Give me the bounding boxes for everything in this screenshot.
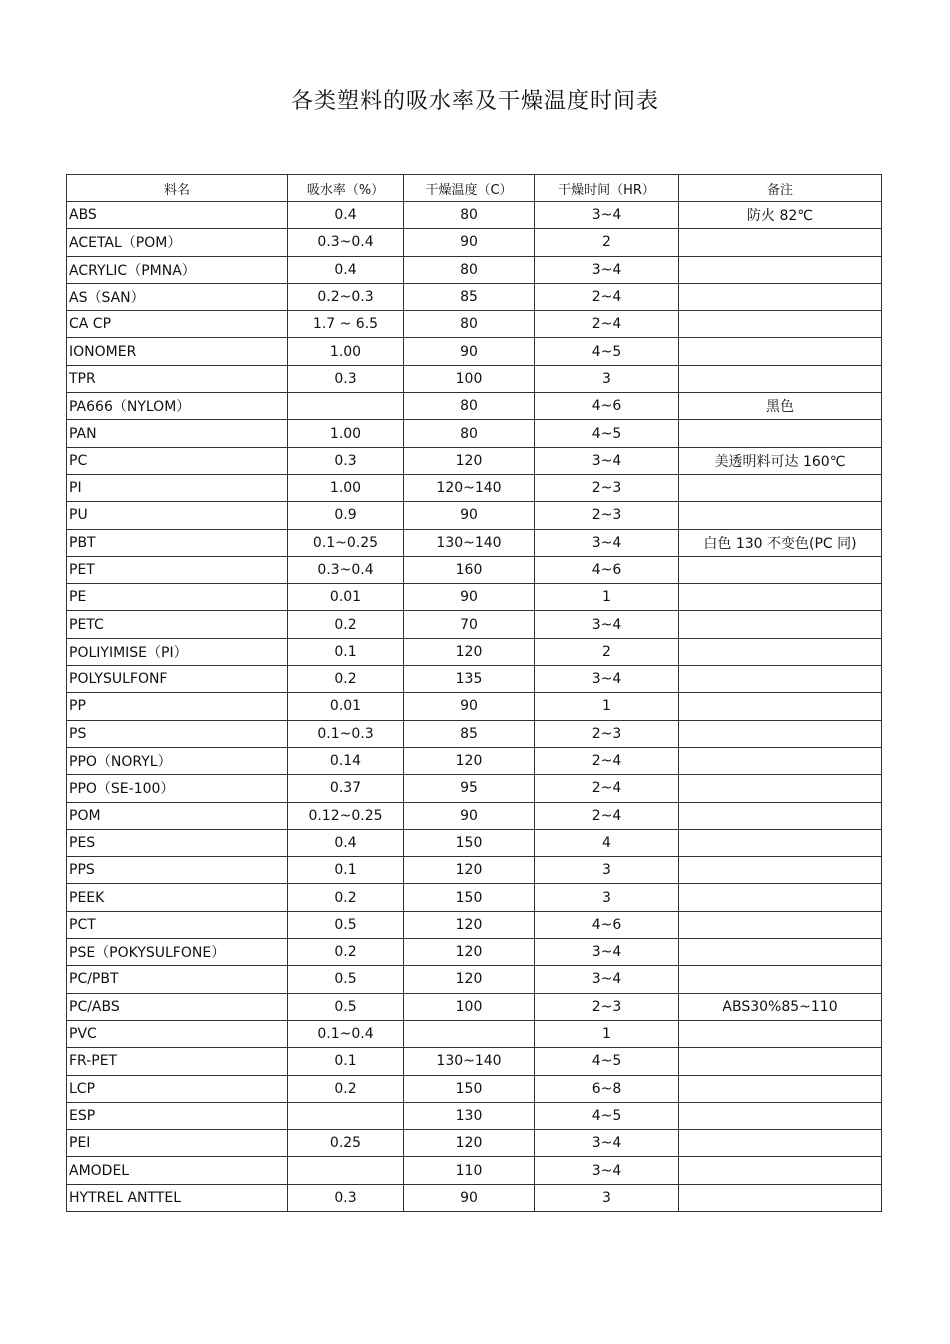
- remarks-cell: 防火 82℃: [679, 202, 882, 229]
- table-row: [67, 420, 882, 447]
- table-row: [67, 474, 882, 501]
- table-row: [67, 747, 882, 774]
- water-absorption-cell: [288, 1102, 404, 1129]
- water-absorption-cell: 0.2~0.3: [288, 283, 404, 310]
- water-absorption-cell: 0.1: [288, 857, 404, 884]
- table-body: [67, 202, 882, 1212]
- material-name-cell: AS（SAN）: [67, 283, 288, 310]
- drying-time-cell: 3: [535, 857, 679, 884]
- drying-time-cell: 2~3: [535, 502, 679, 529]
- drying-temperature-cell: 120: [404, 447, 535, 474]
- drying-time-cell: 4~5: [535, 338, 679, 365]
- water-absorption-cell: 0.2: [288, 884, 404, 911]
- drying-temperature-cell: 120~140: [404, 474, 535, 501]
- drying-time-cell: 3~4: [535, 1157, 679, 1184]
- drying-time-cell: 3~4: [535, 611, 679, 638]
- water-absorption-cell: [288, 1157, 404, 1184]
- table-row: [67, 1020, 882, 1047]
- material-name-cell: PC/ABS: [67, 993, 288, 1020]
- drying-temperature-cell: 90: [404, 502, 535, 529]
- material-name-cell: PVC: [67, 1020, 288, 1047]
- water-absorption-cell: 0.14: [288, 747, 404, 774]
- remarks-cell: [679, 884, 882, 911]
- water-absorption-cell: 0.1: [288, 638, 404, 665]
- remarks-cell: [679, 1020, 882, 1047]
- remarks-cell: [679, 502, 882, 529]
- remarks-cell: [679, 939, 882, 966]
- table-row: [67, 502, 882, 529]
- drying-time-cell: 2~4: [535, 283, 679, 310]
- drying-temperature-cell: 100: [404, 365, 535, 392]
- drying-temperature-cell: 80: [404, 393, 535, 420]
- drying-time-cell: 2~4: [535, 747, 679, 774]
- water-absorption-cell: 0.12~0.25: [288, 802, 404, 829]
- remarks-cell: [679, 1048, 882, 1075]
- material-name-cell: ACRYLIC（PMNA）: [67, 256, 288, 283]
- remarks-cell: [679, 1157, 882, 1184]
- water-absorption-cell: 0.2: [288, 611, 404, 638]
- header-remarks: 备注: [679, 175, 882, 202]
- table-row: [67, 775, 882, 802]
- water-absorption-cell: 0.1~0.4: [288, 1020, 404, 1047]
- remarks-cell: [679, 720, 882, 747]
- table-row: [67, 1184, 882, 1211]
- remarks-cell: [679, 693, 882, 720]
- remarks-cell: [679, 857, 882, 884]
- remarks-cell: [679, 311, 882, 338]
- remarks-cell: [679, 256, 882, 283]
- table-row: [67, 393, 882, 420]
- remarks-cell: [679, 474, 882, 501]
- drying-temperature-cell: 130: [404, 1102, 535, 1129]
- drying-time-cell: 3: [535, 365, 679, 392]
- water-absorption-cell: 0.5: [288, 966, 404, 993]
- remarks-cell: [679, 1075, 882, 1102]
- drying-temperature-cell: 90: [404, 1184, 535, 1211]
- material-name-cell: PES: [67, 829, 288, 856]
- header-drying-temperature: 干燥温度（C）: [404, 175, 535, 202]
- table-row: [67, 857, 882, 884]
- drying-time-cell: 3~4: [535, 529, 679, 556]
- drying-time-cell: 1: [535, 584, 679, 611]
- remarks-cell: [679, 1184, 882, 1211]
- remarks-cell: [679, 1130, 882, 1157]
- drying-time-cell: 4~6: [535, 911, 679, 938]
- material-name-cell: PPO（SE-100）: [67, 775, 288, 802]
- table-row: [67, 993, 882, 1020]
- material-name-cell: PET: [67, 556, 288, 583]
- drying-temperature-cell: 90: [404, 802, 535, 829]
- header-material-name: 料名: [67, 175, 288, 202]
- table-row: [67, 638, 882, 665]
- drying-time-cell: 1: [535, 1020, 679, 1047]
- remarks-cell: [679, 229, 882, 256]
- drying-temperature-cell: 85: [404, 720, 535, 747]
- remarks-cell: [679, 966, 882, 993]
- remarks-cell: [679, 802, 882, 829]
- water-absorption-cell: 0.1: [288, 1048, 404, 1075]
- table-row: [67, 365, 882, 392]
- water-absorption-cell: [288, 393, 404, 420]
- drying-temperature-cell: 70: [404, 611, 535, 638]
- drying-temperature-cell: 120: [404, 638, 535, 665]
- drying-temperature-cell: 120: [404, 1130, 535, 1157]
- water-absorption-cell: 0.5: [288, 993, 404, 1020]
- material-name-cell: PC/PBT: [67, 966, 288, 993]
- table-row: [67, 202, 882, 229]
- remarks-cell: [679, 556, 882, 583]
- drying-temperature-cell: 120: [404, 747, 535, 774]
- table-row: [67, 966, 882, 993]
- table-row: [67, 720, 882, 747]
- material-name-cell: LCP: [67, 1075, 288, 1102]
- drying-temperature-cell: 135: [404, 666, 535, 693]
- drying-temperature-cell: 80: [404, 202, 535, 229]
- water-absorption-cell: 0.1~0.25: [288, 529, 404, 556]
- drying-time-cell: 4~6: [535, 393, 679, 420]
- drying-temperature-cell: 85: [404, 283, 535, 310]
- drying-temperature-cell: 80: [404, 420, 535, 447]
- table-row: [67, 611, 882, 638]
- remarks-cell: [679, 584, 882, 611]
- material-name-cell: PS: [67, 720, 288, 747]
- drying-temperature-cell: 80: [404, 311, 535, 338]
- table-row: [67, 1130, 882, 1157]
- material-name-cell: PP: [67, 693, 288, 720]
- material-name-cell: PPS: [67, 857, 288, 884]
- drying-time-cell: 4~6: [535, 556, 679, 583]
- drying-time-cell: 3~4: [535, 666, 679, 693]
- drying-time-cell: 1: [535, 693, 679, 720]
- table-row: [67, 666, 882, 693]
- page-title: 各类塑料的吸水率及干燥温度时间表: [290, 89, 659, 114]
- drying-time-cell: 2: [535, 229, 679, 256]
- drying-temperature-cell: 120: [404, 966, 535, 993]
- water-absorption-cell: 0.2: [288, 1075, 404, 1102]
- drying-time-cell: 4: [535, 829, 679, 856]
- table-row: [67, 802, 882, 829]
- remarks-cell: ABS30%85~110: [679, 993, 882, 1020]
- material-name-cell: ABS: [67, 202, 288, 229]
- material-name-cell: PAN: [67, 420, 288, 447]
- water-absorption-cell: 0.5: [288, 911, 404, 938]
- remarks-cell: 白色 130 不变色(PC 同): [679, 529, 882, 556]
- table-row: [67, 256, 882, 283]
- material-name-cell: POLIYIMISE（PI）: [67, 638, 288, 665]
- water-absorption-cell: 0.2: [288, 939, 404, 966]
- drying-temperature-cell: 110: [404, 1157, 535, 1184]
- water-absorption-cell: 0.01: [288, 584, 404, 611]
- table-row: [67, 1157, 882, 1184]
- table-row: [67, 911, 882, 938]
- water-absorption-cell: 0.3~0.4: [288, 229, 404, 256]
- water-absorption-cell: 0.37: [288, 775, 404, 802]
- drying-time-cell: 3~4: [535, 256, 679, 283]
- drying-temperature-cell: 160: [404, 556, 535, 583]
- water-absorption-cell: 0.1~0.3: [288, 720, 404, 747]
- table-row: [67, 1102, 882, 1129]
- table-row: [67, 229, 882, 256]
- material-name-cell: PE: [67, 584, 288, 611]
- remarks-cell: [679, 365, 882, 392]
- water-absorption-cell: 0.01: [288, 693, 404, 720]
- table-row: [67, 884, 882, 911]
- drying-temperature-cell: 90: [404, 338, 535, 365]
- header-drying-time: 干燥时间（HR）: [535, 175, 679, 202]
- water-absorption-cell: 1.00: [288, 420, 404, 447]
- remarks-cell: [679, 747, 882, 774]
- water-absorption-cell: 0.9: [288, 502, 404, 529]
- drying-time-cell: 2~4: [535, 311, 679, 338]
- drying-time-cell: 2~3: [535, 993, 679, 1020]
- water-absorption-cell: 0.3: [288, 365, 404, 392]
- remarks-cell: 黑色: [679, 393, 882, 420]
- remarks-cell: [679, 666, 882, 693]
- drying-temperature-cell: 90: [404, 584, 535, 611]
- material-name-cell: PPO（NORYL）: [67, 747, 288, 774]
- remarks-cell: 美透明料可达 160℃: [679, 447, 882, 474]
- remarks-cell: [679, 775, 882, 802]
- drying-temperature-cell: 95: [404, 775, 535, 802]
- material-name-cell: FR-PET: [67, 1048, 288, 1075]
- table-row: [67, 939, 882, 966]
- material-name-cell: POLYSULFONF: [67, 666, 288, 693]
- water-absorption-cell: 0.4: [288, 256, 404, 283]
- drying-temperature-cell: 80: [404, 256, 535, 283]
- material-name-cell: PEEK: [67, 884, 288, 911]
- table-row: [67, 556, 882, 583]
- drying-time-cell: 2~4: [535, 775, 679, 802]
- drying-temperature-cell: 90: [404, 693, 535, 720]
- drying-temperature-cell: 100: [404, 993, 535, 1020]
- material-name-cell: PCT: [67, 911, 288, 938]
- drying-time-cell: 3~4: [535, 939, 679, 966]
- table-row: [67, 829, 882, 856]
- drying-time-cell: 6~8: [535, 1075, 679, 1102]
- table-row: [67, 1075, 882, 1102]
- water-absorption-cell: 0.25: [288, 1130, 404, 1157]
- material-name-cell: TPR: [67, 365, 288, 392]
- drying-time-cell: 3~4: [535, 202, 679, 229]
- remarks-cell: [679, 611, 882, 638]
- drying-temperature-cell: 130~140: [404, 1048, 535, 1075]
- material-name-cell: AMODEL: [67, 1157, 288, 1184]
- table-row: [67, 338, 882, 365]
- water-absorption-cell: 1.7 ~ 6.5: [288, 311, 404, 338]
- material-name-cell: PEI: [67, 1130, 288, 1157]
- drying-temperature-cell: 150: [404, 884, 535, 911]
- drying-time-cell: 3: [535, 1184, 679, 1211]
- table-row: [67, 283, 882, 310]
- remarks-cell: [679, 911, 882, 938]
- material-name-cell: PETC: [67, 611, 288, 638]
- material-name-cell: ACETAL（POM）: [67, 229, 288, 256]
- remarks-cell: [679, 829, 882, 856]
- drying-temperature-cell: 120: [404, 939, 535, 966]
- material-name-cell: PA666（NYLOM）: [67, 393, 288, 420]
- drying-time-cell: 4~5: [535, 420, 679, 447]
- drying-temperature-cell: 150: [404, 1075, 535, 1102]
- table-header-row: [67, 175, 882, 202]
- drying-temperature-cell: 120: [404, 911, 535, 938]
- material-name-cell: ESP: [67, 1102, 288, 1129]
- water-absorption-cell: 0.4: [288, 202, 404, 229]
- drying-time-cell: 3~4: [535, 447, 679, 474]
- table-row: [67, 447, 882, 474]
- material-name-cell: POM: [67, 802, 288, 829]
- drying-time-cell: 2~3: [535, 474, 679, 501]
- drying-time-cell: 3~4: [535, 1130, 679, 1157]
- drying-temperature-cell: 130~140: [404, 529, 535, 556]
- drying-time-cell: 2: [535, 638, 679, 665]
- drying-time-cell: 4~5: [535, 1102, 679, 1129]
- header-water-absorption: 吸水率（%）: [288, 175, 404, 202]
- remarks-cell: [679, 1102, 882, 1129]
- water-absorption-cell: 0.2: [288, 666, 404, 693]
- drying-temperature-cell: 120: [404, 857, 535, 884]
- material-name-cell: PC: [67, 447, 288, 474]
- remarks-cell: [679, 283, 882, 310]
- drying-table: [66, 174, 882, 1212]
- water-absorption-cell: 0.3~0.4: [288, 556, 404, 583]
- material-name-cell: PU: [67, 502, 288, 529]
- water-absorption-cell: 0.3: [288, 447, 404, 474]
- drying-time-cell: 2~4: [535, 802, 679, 829]
- water-absorption-cell: 1.00: [288, 338, 404, 365]
- material-name-cell: PBT: [67, 529, 288, 556]
- table-row: [67, 1048, 882, 1075]
- material-name-cell: CA CP: [67, 311, 288, 338]
- drying-temperature-cell: [404, 1020, 535, 1047]
- remarks-cell: [679, 420, 882, 447]
- water-absorption-cell: 0.3: [288, 1184, 404, 1211]
- remarks-cell: [679, 638, 882, 665]
- table-row: [67, 529, 882, 556]
- water-absorption-cell: 0.4: [288, 829, 404, 856]
- drying-time-cell: 4~5: [535, 1048, 679, 1075]
- table-row: [67, 693, 882, 720]
- material-name-cell: PI: [67, 474, 288, 501]
- drying-time-cell: 3~4: [535, 966, 679, 993]
- material-name-cell: HYTREL ANTTEL: [67, 1184, 288, 1211]
- drying-temperature-cell: 150: [404, 829, 535, 856]
- drying-time-cell: 2~3: [535, 720, 679, 747]
- remarks-cell: [679, 338, 882, 365]
- water-absorption-cell: 1.00: [288, 474, 404, 501]
- material-name-cell: IONOMER: [67, 338, 288, 365]
- drying-temperature-cell: 90: [404, 229, 535, 256]
- material-name-cell: PSE（POKYSULFONE）: [67, 939, 288, 966]
- table-row: [67, 584, 882, 611]
- table-row: [67, 311, 882, 338]
- drying-time-cell: 3: [535, 884, 679, 911]
